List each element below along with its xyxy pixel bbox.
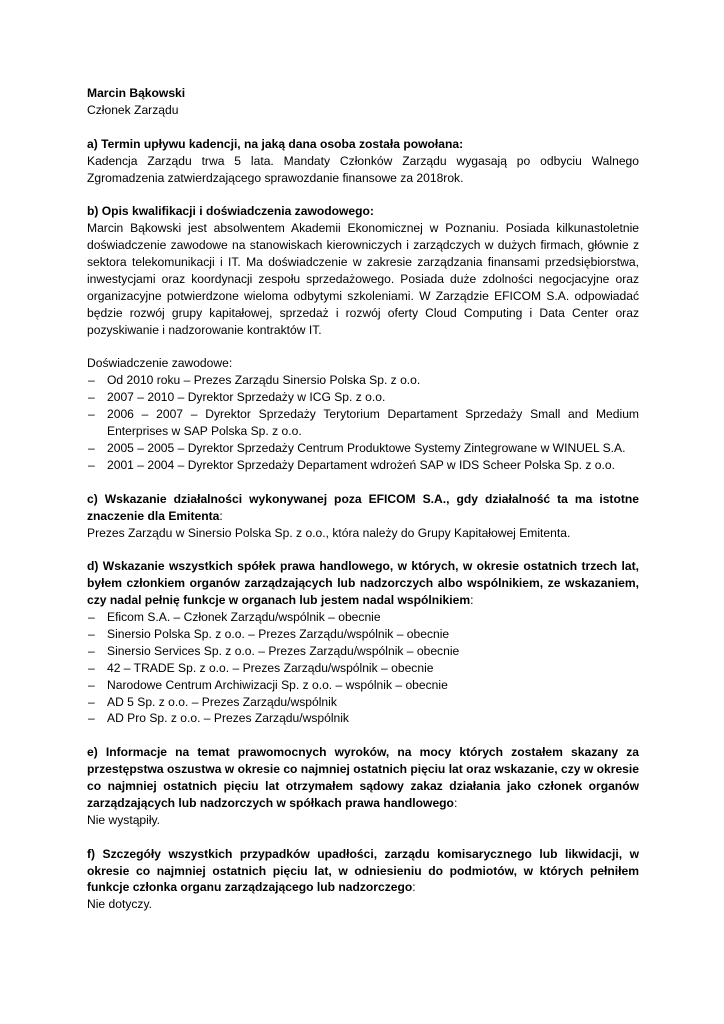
section-b [87,203,639,473]
list-item: – AD Pro Sp. z o.o. – Prezes Zarządu/wspólnik [87,710,639,727]
list-item: – Sinersio Polska Sp. z o.o. – Prezes Zarządu/wspólnik – obecnie [87,626,639,643]
section-c-heading-line [87,491,639,525]
section-d-heading-line [87,558,639,609]
section-d-heading: d) Wskazanie wszystkich spółek prawa handlowego, w których, w okresie ostatnich trzech lat, byłem członkiem organów zarządzających lub nadzorczych albo wspólnikiem, ze wskazaniem, czy nadal pełnię funkcje w organach lub jestem nadal wspólnikiem [87,559,639,608]
section-c-colon: : [219,508,223,523]
section-e-heading: e) Informacje na temat prawomocnych wyroków, na mocy których zostałem skazany za przestępstwa oszustwa w okresie co najmniej ostatnich pięciu lat oraz wskazanie, czy w okresie co najmniej ostatnich pięciu lat otrzymałem sądowy zakaz działania jako członek organów zarządzających lub nadzorczych w spółkach prawa handlowego [87,745,639,810]
list-item: – Sinersio Services Sp. z o.o. – Prezes Zarządu/wspólnik – obecnie [87,643,639,660]
section-b-text: Marcin Bąkowski jest absolwentem Akademii Ekonomicznej w Poznaniu. Posiada kilkunastoletnie doświadczenie zawodowe na stanowiskach kierowniczych i zarządczych w dużych firmach, głównie z sektora telekomunikacji i IT. Ma doświadczenie w zakresie zarządzania finansami przedsiębiorstwa, inwestycjami oraz koordynacji zespołu sprzedażowego. Posiada duże zdolności negocjacyjne oraz organizacyjne potwierdzone wieloma odbytymi szkoleniami. W Zarządzie EFICOM S.A. odpowiadać będzie rozwój grupy kapitałowej, sprzedaż i rozwój oferty Cloud Computing i Data Center oraz pozyskiwanie i nadzorowanie kontraktów IT. [87,221,639,337]
section-f [87,846,639,914]
section-b-heading: b) Opis kwalifikacji i doświadczenia zawodowego: [87,204,374,219]
section-e [87,744,639,829]
list-item: – 42 – TRADE Sp. z o.o. – Prezes Zarządu/wspólnik – obecnie [87,660,639,677]
person-name: Marcin Bąkowski [87,86,186,100]
experience-label: Doświadczenie zawodowe: [87,356,233,371]
list-item: – 2007 – 2010 – Dyrektor Sprzedaży w ICG Sp. z o.o. [87,389,639,406]
section-c [87,491,639,542]
experience-list [87,372,639,473]
section-e-colon: : [453,795,458,810]
section-f-text: Nie dotyczy. [87,897,152,912]
section-f-heading-line [87,846,639,897]
person-role: Członek Zarządu [87,102,179,117]
section-f-colon: : [412,880,416,895]
section-a-text: Kadencja Zarządu trwa 5 lata. Mandaty Członków Zarządu wygasają po odbyciu Walnego Zgromadzenia zatwierdzającego sprawozdanie finansowe za 2018rok. [87,153,639,185]
section-a [87,136,639,187]
list-item: – Od 2010 roku – Prezes Zarządu Sinersio Polska Sp. z o.o. [87,372,639,389]
section-c-text: Prezes Zarządu w Sinersio Polska Sp. z o.o., która należy do Grupy Kapitałowej Emitenta. [87,525,571,540]
section-d-colon: : [470,593,474,608]
section-f-heading: f) Szczegóły wszystkich przypadków upadłości, zarządu komisarycznego lub likwidacji, w okresie co najmniej ostatnich pięciu lat, w odniesieniu do podmiotów, w których pełniłem funkcje członka organu zarządzającego lub nadzorczego [87,846,639,895]
list-item: – 2001 – 2004 – Dyrektor Sprzedaży Departament wdrożeń SAP w IDS Scheer Polska Sp. z o.o. [87,457,639,474]
document-body [87,85,639,913]
section-d [87,558,639,727]
list-item: – 2006 – 2007 – Dyrektor Sprzedaży Terytorium Departament Sprzedaży Small and Medium Enterprises w SAP Polska Sp. z o.o. [87,406,639,440]
list-item: – AD 5 Sp. z o.o. – Prezes Zarządu/wspólnik [87,694,639,711]
section-a-heading: a) Termin upływu kadencji, na jaką dana osoba została powołana: [87,136,464,151]
list-item: – 2005 – 2005 – Dyrektor Sprzedaży Centrum Produktowe Systemy Zintegrowane w WINUEL S.A. [87,440,639,457]
companies-list [87,609,639,727]
list-item: – Eficom S.A. – Członek Zarządu/wspólnik – obecnie [87,609,639,626]
section-e-heading-line [87,744,639,812]
section-c-heading: c) Wskazanie działalności wykonywanej poza EFICOM S.A., gdy działalność ta ma istotne znaczenie dla Emitenta [87,491,639,523]
section-e-text: Nie wystąpiły. [87,812,161,827]
list-item: – Narodowe Centrum Archiwizacji Sp. z o.o. – wspólnik – obecnie [87,677,639,694]
